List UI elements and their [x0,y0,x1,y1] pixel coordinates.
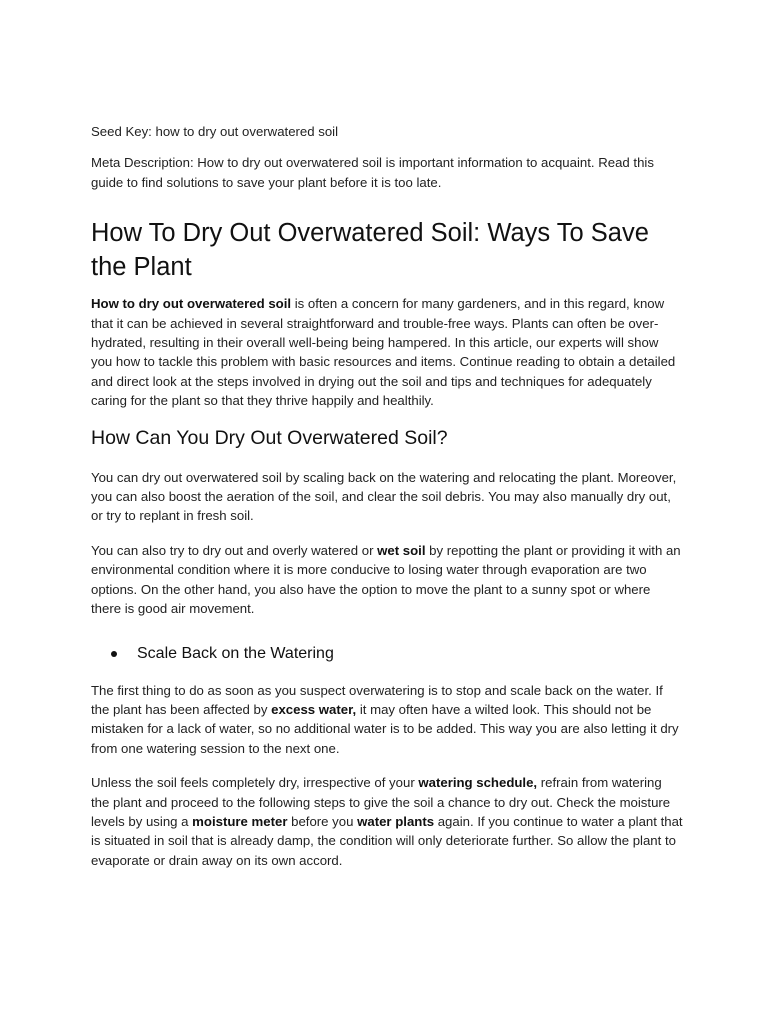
bullet-dot-icon [111,651,117,657]
section2-p2-text-c: before you [287,813,358,829]
section2-p2-text-b: refrain from watering the plant and proceed to the following steps to give the soil a chance to dry out. Check the moisture levels by using a [91,775,671,829]
water-plants-keyword: water plants [357,813,435,829]
section1-p2-text-a: You can also try to dry out and overly watered or [91,542,378,558]
section1-p2-text-b: by repotting the plant or providing it with an environmental condition where it is more conducive to losing water through evaporation are two options. On the other hand, you also have the option to move the plant to a sunny spot or where there is good air movement. [91,542,681,617]
section1-paragraph-2 [91,541,683,619]
bullet-heading-scale-back [91,643,683,665]
document-body [91,122,683,870]
section2-p2-text-a: Unless the soil feels completely dry, irrespective of your [91,775,419,791]
intro-text: is often a concern for many gardeners, and in this regard, know that it can be achieved in several straightforward and trouble-free ways. Plants can often be over-hydrated, resulting in their overall well-being being hampered. In this article, our experts will show you how to tackle this problem with basic resources and items. Continue reading to obtain a detailed and direct look at the steps involved in drying out the soil and tips and techniques for adequately caring for the plant so that they thrive happily and healthily. [91,296,676,409]
article-title: How To Dry Out Overwatered Soil: Ways To Save the Plant [91,219,649,282]
moisture-meter-keyword: moisture meter [192,813,288,829]
wet-soil-keyword: wet soil [377,542,426,558]
bullet-heading-label: Scale Back on the Watering [137,644,334,662]
section2-paragraph-1 [91,681,683,759]
section2-p1-text-b: it may often have a wilted look. This should not be mistaken for a lack of water, so no additional water is to be added. This way you are also letting it dry from one watering session to the next one. [91,701,679,756]
watering-schedule-keyword: watering schedule, [418,775,538,791]
section-heading-dry-out: How Can You Dry Out Overwatered Soil? [91,426,448,449]
intro-keyword: How to dry out overwatered soil [91,296,292,312]
section1-paragraph-1: You can dry out overwatered soil by scaling back on the watering and relocating the plant. Moreover, you can also boost the aeration of the soil, and clear the soil debris. You may also manually dry out, or try to replant in fresh soil. [91,469,677,524]
excess-water-keyword: excess water, [271,701,357,717]
section2-p2-text-d: again. If you continue to water a plant that is situated in soil that is already damp, the condition will only deteriorate further. So allow the plant to evaporate or drain away on its own accord. [91,813,683,868]
intro-paragraph [91,294,683,410]
meta-description: Meta Description: How to dry out overwatered soil is important information to acquaint. Read this guide to find solutions to save your plant before it is too late. [91,155,654,190]
section2-paragraph-2 [91,773,683,870]
seed-key-line: Seed Key: how to dry out overwatered soil [91,124,339,139]
section2-p1-text-a: The first thing to do as soon as you suspect overwatering is to stop and scale back on the water. If the plant has been affected by [91,682,663,717]
